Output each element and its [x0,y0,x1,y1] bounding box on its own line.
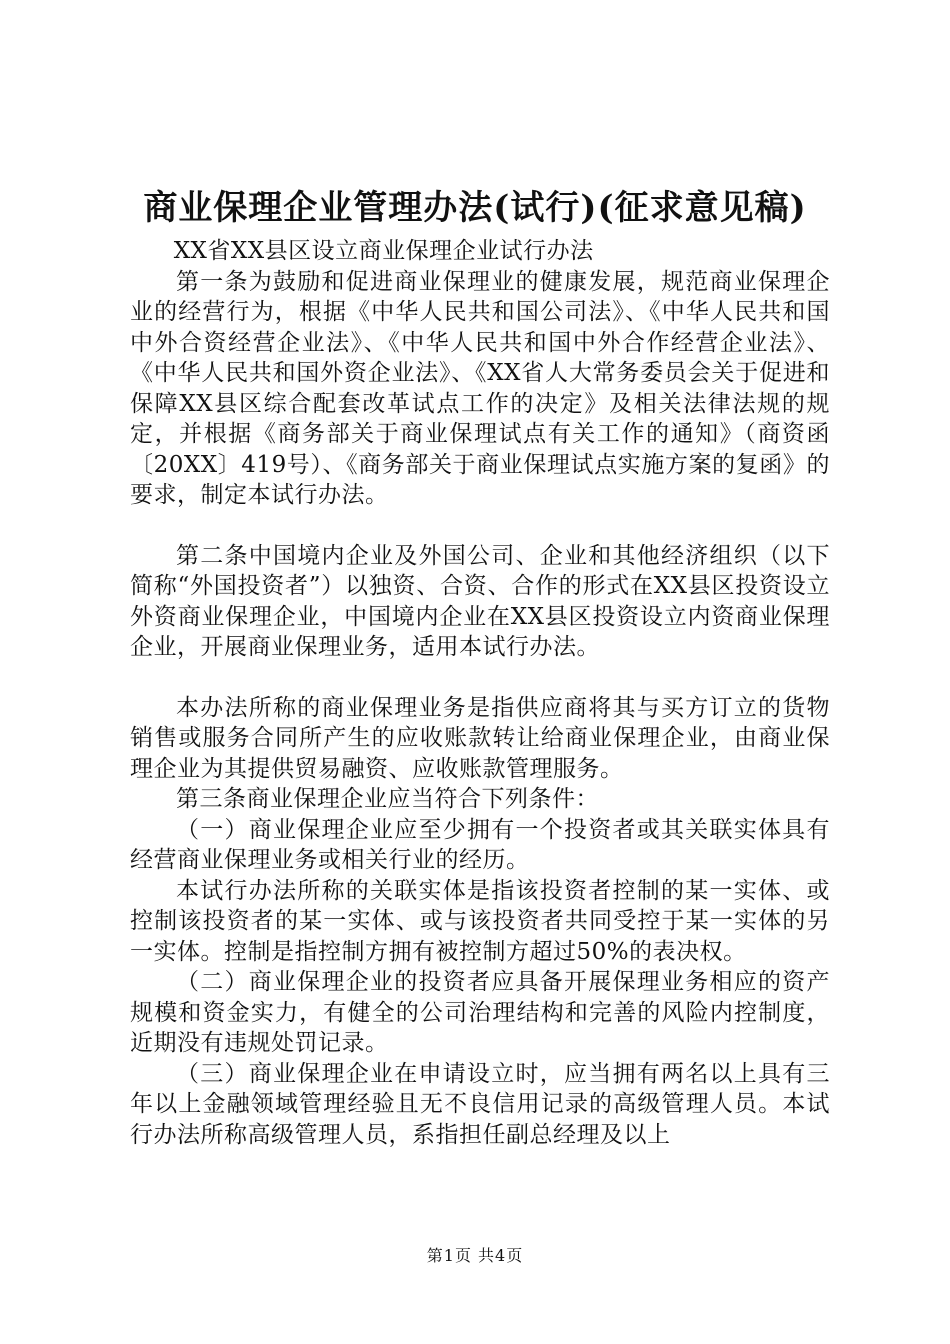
condition-3-paragraph: （三）商业保理企业在申请设立时，应当拥有两名以上具有三年以上金融领域管理经验且无不良信用记录的高级管理人员。本试行办法所称高级管理人员，系指担任副总经理及以上 [130,1060,830,1148]
article-1-paragraph: 第一条为鼓励和促进商业保理业的健康发展，规范商业保理企业的经营行为，根据《中华人民共和国公司法》、《中华人民共和国中外合资经营企业法》、《中华人民共和国中外合作经营企业法》、《中华人民共和国外资企业法》、《XX省人大常务委员会关于促进和保障XX县区综合配套改革试点工作的决定》及相关法律法规的规定，并根据《商务部关于商业保理试点有关工作的通知》（商资函〔20XX〕419号）、《商务部关于商业保理试点实施方案的复函》的要求，制定本试行办法。 [130,268,830,508]
condition-1-paragraph: （一）商业保理企业应至少拥有一个投资者或其关联实体具有经营商业保理业务或相关行业的经历。 [130,816,830,873]
article-3-paragraph: 第三条商业保理企业应当符合下列条件： [176,786,599,812]
page-number-footer: 第1页 共4页 [426,1246,524,1265]
related-entity-paragraph: 本试行办法所称的关联实体是指该投资者控制的某一实体、或控制该投资者的某一实体、或与该投资者共同受控于某一实体的另一实体。控制是指控制方拥有被控制方超过50%的表决权。 [130,877,830,965]
definition-paragraph: 本办法所称的商业保理业务是指供应商将其与买方订立的货物销售或服务合同所产生的应收账款转让给商业保理企业，由商业保理企业为其提供贸易融资、应收账款管理服务。 [130,694,830,782]
condition-2-paragraph: （二）商业保理企业的投资者应具备开展保理业务相应的资产规模和资金实力，有健全的公司治理结构和完善的风险内控制度，近期没有违规处罚记录。 [130,969,830,1056]
subtitle-paragraph: XX省XX县区设立商业保理企业试行办法 [173,238,594,264]
document-title: 商业保理企业管理办法(试行)(征求意见稿) [143,188,807,228]
article-2-paragraph: 第二条中国境内企业及外国公司、企业和其他经济组织（以下简称“外国投资者”）以独资、合资、合作的形式在XX县区投资设立外资商业保理企业，中国境内企业在XX县区投资设立内资商业保理企业，开展商业保理业务，适用本试行办法。 [130,542,830,660]
document-body [130,236,830,1150]
